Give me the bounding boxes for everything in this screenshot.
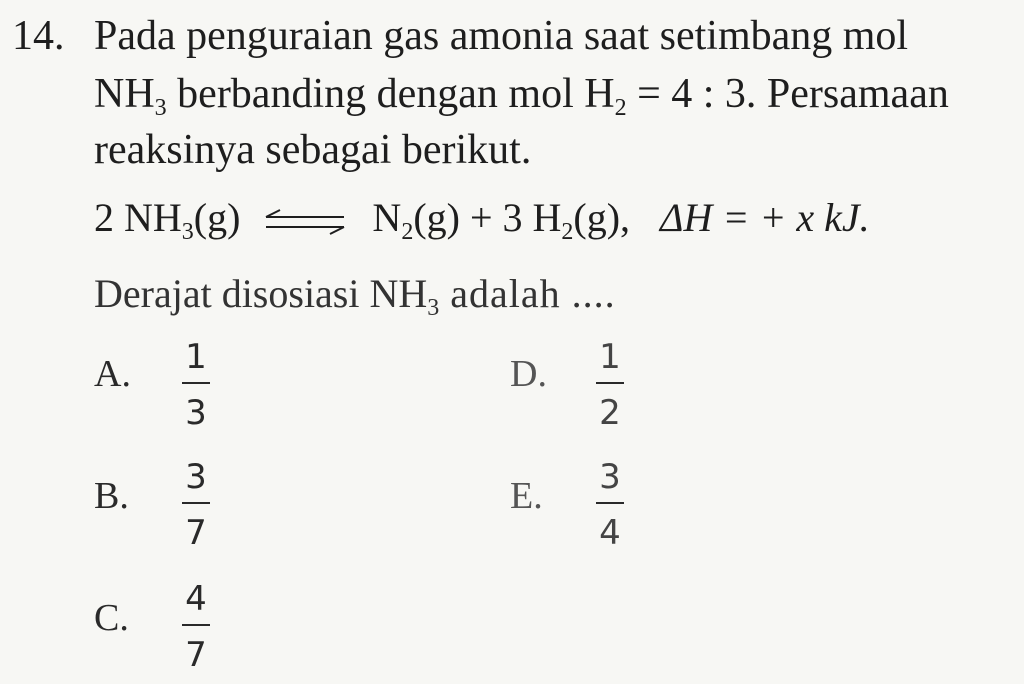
question-number: 14. — [12, 13, 65, 59]
ask-text: Derajat disosiasi NH — [94, 271, 428, 316]
h2-subscript: 2 — [614, 95, 627, 121]
fraction-bar — [182, 382, 210, 384]
product-n2-state: (g) + 3 H — [413, 195, 562, 240]
option-d-numerator: 1 — [599, 337, 621, 377]
nh3-formula: NH — [94, 71, 155, 117]
option-a-denominator: 3 — [185, 393, 207, 433]
option-b-fraction[interactable] — [176, 458, 216, 552]
option-c-label[interactable]: C. — [94, 597, 129, 639]
question-line-1: Pada penguraian gas amonia saat setimbang mol — [94, 13, 909, 59]
reactant-nh3: 2 NH — [94, 195, 182, 240]
product-h2-state: (g), — [573, 195, 631, 240]
product-h2-subscript: 2 — [561, 219, 574, 245]
line-2-end: = 4 : 3. Persamaan — [626, 71, 949, 117]
fraction-bar — [182, 624, 210, 626]
question-line-2 — [94, 70, 949, 122]
option-e-label[interactable]: E. — [510, 475, 543, 517]
product-n2-subscript: 2 — [401, 219, 414, 245]
option-c-denominator: 7 — [185, 635, 207, 675]
fraction-bar — [596, 502, 624, 504]
option-d-denominator: 2 — [599, 393, 621, 433]
option-d-fraction[interactable] — [590, 338, 630, 432]
option-b-denominator: 7 — [185, 513, 207, 553]
reaction-equation — [94, 194, 870, 246]
enthalpy-change: ΔH = + x kJ. — [660, 195, 870, 240]
fraction-bar — [596, 382, 624, 384]
ask-end: adalah .... — [439, 271, 616, 316]
option-e-fraction[interactable] — [590, 458, 630, 552]
option-e-numerator: 3 — [599, 457, 621, 497]
reactant-nh3-subscript: 3 — [181, 219, 194, 245]
option-c-numerator: 4 — [185, 579, 207, 619]
fraction-bar — [182, 502, 210, 504]
option-c-fraction[interactable] — [176, 580, 216, 674]
option-a-label[interactable]: A. — [94, 353, 131, 395]
line-2-middle: berbanding dengan mol H — [166, 71, 615, 117]
equilibrium-arrow-icon — [264, 198, 348, 245]
option-b-label[interactable]: B. — [94, 475, 129, 517]
option-a-numerator: 1 — [185, 337, 207, 377]
question-line-3: reaksinya sebagai berikut. — [94, 127, 532, 173]
ask-nh3-subscript: 3 — [427, 295, 440, 321]
option-a-fraction[interactable] — [176, 338, 216, 432]
option-e-denominator: 4 — [599, 513, 621, 553]
product-n2: N — [372, 195, 402, 240]
question-ask — [94, 270, 616, 322]
nh3-subscript: 3 — [154, 95, 167, 121]
option-b-numerator: 3 — [185, 457, 207, 497]
option-d-label[interactable]: D. — [510, 353, 547, 395]
reactant-state: (g) — [193, 195, 241, 240]
